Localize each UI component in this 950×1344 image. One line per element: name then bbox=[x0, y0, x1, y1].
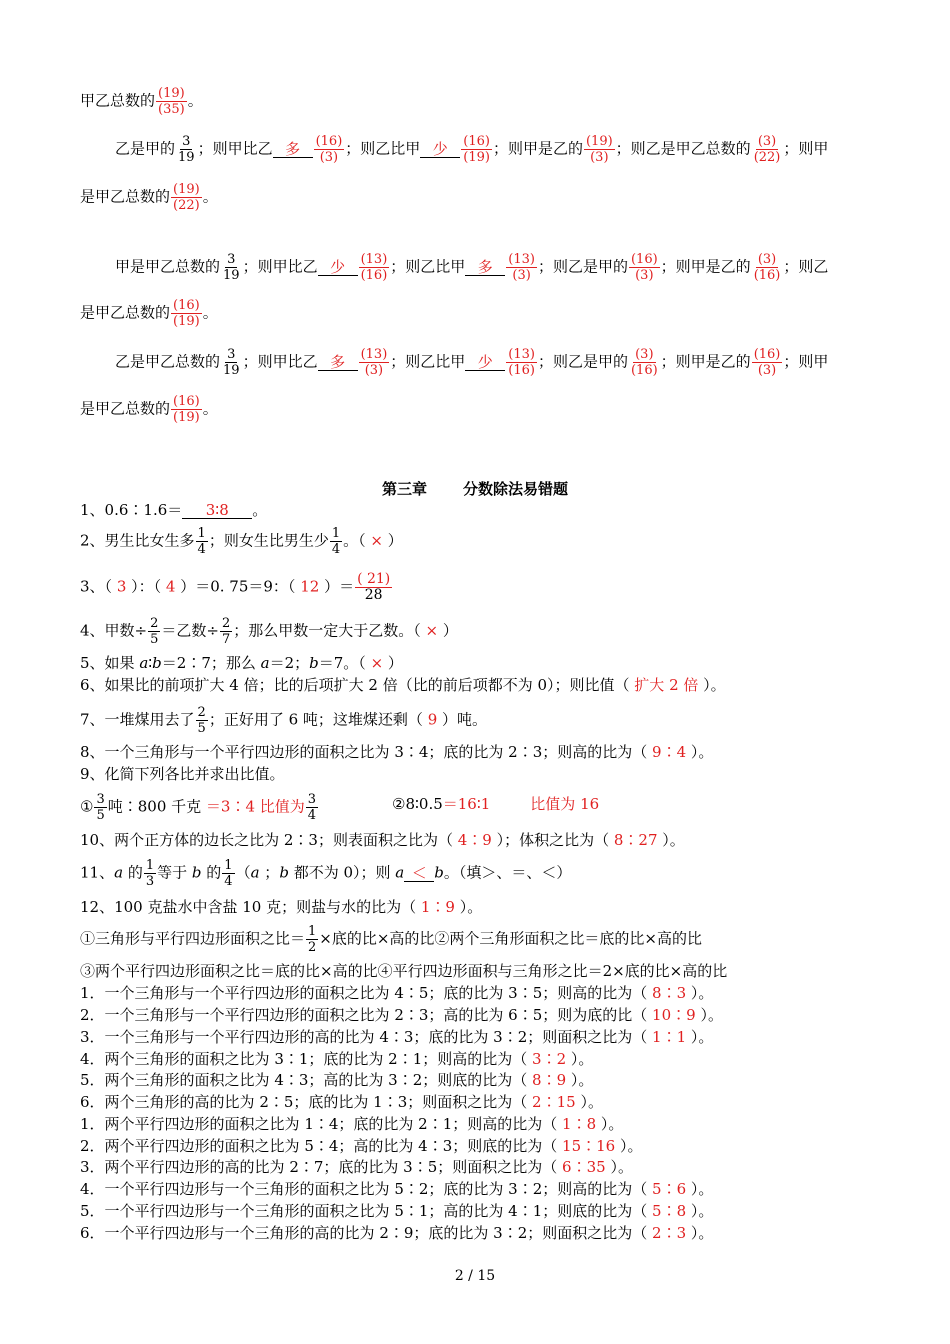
text: ）。 bbox=[596, 1115, 624, 1133]
question-3 bbox=[80, 572, 393, 603]
text: 2、男生比女生多 bbox=[80, 531, 195, 550]
fraction-denominator: 28 bbox=[364, 587, 383, 603]
fraction-denominator: 19 bbox=[223, 268, 240, 283]
text: ）。 bbox=[657, 831, 685, 849]
fraction bbox=[221, 347, 242, 378]
answer-text: 4∶9 bbox=[457, 831, 492, 849]
question-2 bbox=[80, 526, 403, 557]
line-5 bbox=[80, 298, 218, 329]
text: 8、一个三角形与一个平行四边形的面积之比为 3∶4；底的比为 2∶3；则高的比为（ bbox=[80, 743, 653, 761]
fraction-numerator: (13) bbox=[360, 252, 388, 267]
fraction-denominator: 5 bbox=[150, 632, 159, 647]
variable: b bbox=[279, 863, 289, 882]
text: 。 bbox=[187, 91, 203, 110]
text: ）：（ bbox=[126, 577, 166, 596]
rule-1 bbox=[80, 924, 702, 955]
fraction-numerator: (3) bbox=[635, 347, 654, 362]
fraction bbox=[355, 572, 392, 603]
fraction-denominator: (3) bbox=[512, 268, 531, 283]
variable: b bbox=[152, 654, 162, 672]
text: 乙是甲乙总数的 bbox=[115, 352, 221, 371]
text: ；则乙 bbox=[783, 257, 829, 276]
text: 甲乙总数的 bbox=[80, 91, 156, 110]
answer-text: 4 bbox=[165, 577, 176, 596]
text: ；则甲是乙的 bbox=[660, 352, 751, 371]
fraction-numerator: (19) bbox=[158, 86, 185, 101]
text: ＝2； bbox=[269, 654, 310, 672]
par-6 bbox=[80, 1223, 713, 1243]
fraction bbox=[156, 86, 187, 117]
fraction bbox=[506, 252, 537, 283]
text: ；则甲是乙的 bbox=[660, 257, 751, 276]
fraction bbox=[220, 616, 232, 647]
text: ；则乙是甲乙总数的 bbox=[615, 139, 751, 158]
tri-5 bbox=[80, 1070, 593, 1090]
text: 。 bbox=[252, 501, 268, 519]
variable: a bbox=[395, 863, 405, 882]
chapter-number: 第三章 bbox=[381, 480, 427, 498]
answer-text: 9∶4 bbox=[652, 743, 687, 761]
question-4 bbox=[80, 616, 458, 647]
fraction bbox=[330, 526, 342, 557]
text: 4．两个三角形的面积之比为 3∶1；底的比为 2∶1；则高的比为（ bbox=[80, 1050, 533, 1068]
answer-text: 10∶9 bbox=[652, 1006, 696, 1024]
fraction-denominator: 5 bbox=[96, 808, 105, 823]
fraction-numerator: (16) bbox=[173, 394, 200, 409]
fraction-denominator: (19) bbox=[173, 410, 200, 425]
answer-text: × bbox=[370, 531, 383, 550]
text: 3．一个三角形与一个平行四边形的高的比为 4∶3；底的比为 3∶2；则面积之比为（ bbox=[80, 1028, 653, 1046]
fraction-numerator: (3) bbox=[757, 252, 777, 267]
question-11 bbox=[80, 858, 571, 889]
fraction-numerator: 2 bbox=[150, 616, 159, 631]
answer-text: 15∶16 bbox=[562, 1137, 616, 1155]
text: 6．一个平行四边形与一个三角形的高的比为 2∶9；底的比为 3∶2；则面积之比为（ bbox=[80, 1224, 653, 1242]
question-10 bbox=[80, 830, 685, 850]
fraction-numerator: 1 bbox=[224, 858, 233, 873]
text: ＝2∶7；那么 bbox=[161, 654, 261, 672]
fraction-denominator: 3 bbox=[145, 874, 155, 889]
question-1 bbox=[80, 500, 267, 520]
answer-text: 12 bbox=[300, 577, 320, 596]
text: ；正好用了 6 吨；这堆煤还剩（ bbox=[208, 710, 428, 729]
text: ；则甲 bbox=[783, 139, 829, 158]
answer-text: 1∶9 bbox=[420, 898, 455, 916]
fraction-denominator: 7 bbox=[221, 632, 231, 647]
variable: a bbox=[114, 863, 124, 882]
answer-text: 5∶6 bbox=[652, 1180, 687, 1198]
tri-6 bbox=[80, 1092, 603, 1112]
page-number: 2 / 15 bbox=[454, 1268, 496, 1284]
fraction-denominator: (16) bbox=[508, 363, 535, 378]
par-2 bbox=[80, 1136, 643, 1156]
text: 7、一堆煤用去了 bbox=[80, 710, 195, 729]
fraction bbox=[314, 134, 345, 165]
text: 乙是甲的 bbox=[115, 139, 176, 158]
variable: b bbox=[434, 863, 444, 882]
fraction bbox=[629, 252, 660, 283]
answer-text: 8∶9 bbox=[532, 1071, 567, 1089]
fraction bbox=[94, 792, 106, 823]
fraction-numerator: (16) bbox=[463, 134, 490, 149]
variable: a bbox=[250, 863, 260, 882]
fraction-denominator: (16) bbox=[753, 268, 781, 283]
text: 的 bbox=[201, 863, 222, 882]
fraction-numerator: 3 bbox=[307, 792, 317, 807]
answer-text: 6∶35 bbox=[562, 1158, 606, 1176]
variable: b bbox=[309, 654, 319, 672]
answer-blank: 3∶8 bbox=[182, 502, 252, 519]
answer-text: 1∶8 bbox=[562, 1115, 597, 1133]
text: ②8∶0.5 bbox=[392, 795, 443, 813]
tri-2 bbox=[80, 1005, 723, 1025]
fraction-numerator: (16) bbox=[630, 252, 658, 267]
text: 吨∶800 千克 bbox=[107, 797, 206, 816]
text: 1．两个平行四边形的面积之比为 1∶4；底的比为 2∶1；则高的比为（ bbox=[80, 1115, 563, 1133]
text: ；则甲是乙的 bbox=[492, 139, 583, 158]
line-3 bbox=[80, 182, 218, 213]
fraction-numerator: 2 bbox=[221, 616, 231, 631]
text: ）。 bbox=[686, 1202, 714, 1220]
fraction-numerator: 3 bbox=[182, 134, 191, 149]
answer-text: 2∶3 bbox=[652, 1224, 687, 1242]
line-7 bbox=[80, 394, 218, 425]
text: 2．一个三角形与一个平行四边形的面积之比为 2∶3；高的比为 6∶5；则为底的比（ bbox=[80, 1006, 653, 1024]
text: ）。 bbox=[454, 898, 483, 916]
text: 3、（ bbox=[80, 577, 117, 596]
text: 。（ bbox=[343, 531, 371, 550]
fraction bbox=[148, 616, 160, 647]
fraction-denominator: (3) bbox=[635, 268, 654, 283]
variable: a bbox=[139, 654, 149, 672]
text: ）；体积之比为（ bbox=[491, 831, 614, 849]
fraction bbox=[171, 298, 202, 329]
text: ；则乙比甲 bbox=[390, 352, 466, 371]
text: ）＝ bbox=[319, 577, 355, 596]
fraction-numerator: (13) bbox=[360, 347, 388, 362]
answer-blank: 多 bbox=[465, 259, 505, 276]
text: 5．两个三角形的面积之比为 4∶3；高的比为 3∶2；则底的比为（ bbox=[80, 1071, 533, 1089]
text: ； bbox=[259, 863, 280, 882]
text: ）。 bbox=[686, 1028, 714, 1046]
text: ③两个平行四边形面积之比＝底的比×高的比④平行四边形面积与三角形之比＝2×底的比×高的比 bbox=[80, 962, 728, 980]
text: 11、 bbox=[80, 863, 115, 882]
text: （ bbox=[235, 863, 251, 882]
chapter-title bbox=[0, 478, 950, 499]
answer-text: ＝16∶1 bbox=[442, 795, 491, 813]
fraction bbox=[629, 347, 660, 378]
fraction-denominator: 4 bbox=[224, 874, 233, 889]
fraction bbox=[171, 394, 202, 425]
fraction-denominator: 19 bbox=[178, 150, 195, 165]
fraction bbox=[144, 858, 156, 889]
fraction-denominator: (3) bbox=[319, 150, 339, 165]
answer-text: × bbox=[370, 654, 384, 672]
par-5 bbox=[80, 1201, 713, 1221]
text: ）。 bbox=[605, 1158, 633, 1176]
line-2 bbox=[115, 134, 828, 165]
answer-text: 9 bbox=[427, 710, 438, 729]
text: ）。 bbox=[566, 1050, 594, 1068]
fraction-numerator: 3 bbox=[227, 347, 236, 362]
fraction-numerator: 1 bbox=[145, 858, 155, 873]
text: 6．两个三角形的高的比为 2∶5；底的比为 1∶3；则面积之比为（ bbox=[80, 1093, 533, 1111]
text: ）。 bbox=[686, 1224, 714, 1242]
fraction-denominator: (22) bbox=[753, 150, 781, 165]
text: 。 bbox=[202, 187, 218, 206]
text: 12、100 克盐水中含盐 10 克；则盐与水的比为（ bbox=[80, 898, 421, 916]
fraction-denominator: 2 bbox=[308, 940, 317, 955]
rule-2 bbox=[80, 961, 727, 981]
fraction-numerator: (16) bbox=[315, 134, 343, 149]
fraction-denominator: 4 bbox=[307, 808, 317, 823]
text: 是甲乙总数的 bbox=[80, 303, 171, 322]
answer-blank: 少 bbox=[318, 259, 358, 276]
text: ＝7。（ bbox=[318, 654, 371, 672]
fraction-numerator: 1 bbox=[331, 526, 341, 541]
text: 4、甲数÷ bbox=[80, 621, 148, 640]
fraction-denominator: (3) bbox=[590, 150, 609, 165]
fraction-numerator: (16) bbox=[173, 298, 200, 313]
fraction-numerator: 1 bbox=[308, 924, 317, 939]
par-1 bbox=[80, 1114, 623, 1134]
fraction bbox=[584, 134, 615, 165]
fraction-numerator: (19) bbox=[173, 182, 200, 197]
answer-text: 2∶15 bbox=[532, 1093, 576, 1111]
fraction-denominator: (3) bbox=[364, 363, 384, 378]
fraction-denominator: 4 bbox=[197, 542, 206, 557]
fraction-denominator: (16) bbox=[630, 363, 658, 378]
text: ×底的比×高的比②两个三角形面积之比＝底的比×高的比 bbox=[319, 929, 703, 948]
question-8 bbox=[80, 742, 713, 762]
text: 等于 bbox=[157, 863, 192, 882]
answer-text: 比值为 16 bbox=[530, 795, 600, 813]
par-4 bbox=[80, 1179, 713, 1199]
variable: b bbox=[191, 863, 202, 882]
text: 9、化简下列各比并求出比值。 bbox=[80, 765, 285, 783]
text: 3．两个平行四边形的高的比为 2∶7；底的比为 3∶5；则面积之比为（ bbox=[80, 1158, 563, 1176]
text: 。 bbox=[202, 303, 218, 322]
text: ）。 bbox=[686, 1180, 714, 1198]
question-9 bbox=[80, 764, 285, 784]
text: ）。 bbox=[566, 1071, 594, 1089]
text: 5．一个平行四边形与一个三角形的面积之比为 5∶1；高的比为 4∶1；则底的比为（ bbox=[80, 1202, 653, 1220]
text: ；则甲比乙 bbox=[242, 257, 318, 276]
text: ）。 bbox=[615, 1137, 643, 1155]
fraction-numerator: (16) bbox=[753, 347, 781, 362]
question-9b bbox=[392, 794, 599, 814]
text: 10、两个正方体的边长之比为 2∶3；则表面积之比为（ bbox=[80, 831, 458, 849]
question-7 bbox=[80, 705, 487, 736]
fraction bbox=[461, 134, 492, 165]
text: ；则女生比男生少 bbox=[208, 531, 329, 550]
variable: a bbox=[260, 654, 270, 672]
question-6 bbox=[80, 675, 726, 695]
text: 6、如果比的前项扩大 4 倍；比的后项扩大 2 倍（比的前后项都不为 0）；则比值（ bbox=[80, 676, 635, 694]
fraction bbox=[196, 705, 208, 736]
text: ；则乙是甲的 bbox=[537, 257, 628, 276]
answer-blank: 少 bbox=[420, 141, 460, 158]
text: ） bbox=[382, 531, 403, 550]
text: 都不为 0）；则 bbox=[288, 863, 396, 882]
text: ）。 bbox=[575, 1093, 603, 1111]
text: 。（填＞、＝、＜） bbox=[443, 863, 572, 882]
text: ；则乙比甲 bbox=[390, 257, 466, 276]
text: 4．一个平行四边形与一个三角形的面积之比为 5∶2；底的比为 3∶2；则高的比为（ bbox=[80, 1180, 653, 1198]
fraction bbox=[176, 134, 197, 165]
answer-blank: 少 bbox=[465, 354, 505, 371]
text: ）吨。 bbox=[437, 710, 488, 729]
text: ）。 bbox=[695, 1006, 723, 1024]
fraction-numerator: 1 bbox=[197, 526, 206, 541]
fraction-denominator: (16) bbox=[360, 268, 388, 283]
tri-3 bbox=[80, 1027, 713, 1047]
text: 1、0.6∶1.6＝ bbox=[80, 501, 183, 519]
fraction-numerator: 3 bbox=[227, 252, 236, 267]
par-3 bbox=[80, 1157, 633, 1177]
chapter-name: 分数除法易错题 bbox=[463, 480, 569, 498]
tri-4 bbox=[80, 1049, 593, 1069]
answer-text: 3∶2 bbox=[532, 1050, 567, 1068]
line-4 bbox=[115, 252, 828, 283]
question-5 bbox=[80, 653, 403, 673]
fraction-numerator: (13) bbox=[508, 252, 535, 267]
fraction bbox=[306, 792, 318, 823]
line-6 bbox=[115, 347, 828, 378]
text: ；那么甲数一定大于乙数。（ bbox=[233, 621, 426, 640]
text: ）。 bbox=[686, 743, 714, 761]
tri-1 bbox=[80, 983, 713, 1003]
fraction-denominator: (19) bbox=[463, 150, 490, 165]
fraction-denominator: 5 bbox=[197, 721, 206, 736]
fraction bbox=[306, 924, 318, 955]
text: ；则乙是甲的 bbox=[537, 352, 628, 371]
fraction-denominator: (35) bbox=[158, 102, 185, 117]
fraction-numerator: (13) bbox=[508, 347, 535, 362]
text: ；则甲比乙 bbox=[242, 352, 318, 371]
answer-blank: 多 bbox=[318, 354, 358, 371]
text: ） bbox=[383, 654, 403, 672]
text: ；则乙比甲 bbox=[345, 139, 421, 158]
fraction-denominator: 19 bbox=[223, 363, 240, 378]
answer-blank: ＜ bbox=[404, 865, 434, 882]
answer-text: 8∶27 bbox=[613, 831, 658, 849]
text: 的 bbox=[123, 863, 143, 882]
text: 甲是甲乙总数的 bbox=[115, 257, 221, 276]
text: ＝乙数÷ bbox=[161, 621, 219, 640]
text: 是甲乙总数的 bbox=[80, 187, 171, 206]
fraction-denominator: 4 bbox=[331, 542, 341, 557]
question-12 bbox=[80, 897, 482, 917]
fraction bbox=[506, 347, 537, 378]
answer-blank: 多 bbox=[273, 141, 313, 158]
fraction-numerator: 2 bbox=[197, 705, 206, 720]
answer-text: × bbox=[425, 621, 439, 640]
text: 是甲乙总数的 bbox=[80, 399, 171, 418]
text: ①三角形与平行四边形面积之比＝ bbox=[80, 929, 306, 948]
fraction-denominator: (22) bbox=[173, 198, 200, 213]
fraction-numerator: ( 21) bbox=[357, 571, 391, 587]
fraction bbox=[752, 347, 783, 378]
fraction bbox=[752, 252, 783, 283]
answer-text: 8∶3 bbox=[652, 984, 687, 1002]
answer-text: 扩大 2 倍 bbox=[634, 676, 699, 694]
fraction-numerator: (3) bbox=[757, 134, 777, 149]
text: 2．两个平行四边形的面积之比为 5∶4；高的比为 4∶3；则底的比为（ bbox=[80, 1137, 563, 1155]
question-9a bbox=[80, 792, 319, 823]
fraction-numerator: (19) bbox=[585, 134, 613, 149]
fraction bbox=[359, 252, 390, 283]
fraction bbox=[196, 526, 208, 557]
fraction bbox=[752, 134, 783, 165]
fraction bbox=[221, 252, 242, 283]
fraction-denominator: (3) bbox=[757, 363, 777, 378]
answer-text: 3 bbox=[116, 577, 127, 596]
text: ；则甲比乙 bbox=[197, 139, 273, 158]
fraction bbox=[171, 182, 202, 213]
text: ） bbox=[438, 621, 458, 640]
answer-text: ＝3∶4 比值为 bbox=[205, 797, 305, 816]
answer-text: 1∶1 bbox=[652, 1028, 687, 1046]
fraction bbox=[359, 347, 390, 378]
text: ；则甲 bbox=[783, 352, 829, 371]
fraction bbox=[222, 858, 234, 889]
text: ）。 bbox=[698, 676, 726, 694]
text: ① bbox=[80, 797, 94, 816]
text: ）＝0. 75＝9：（ bbox=[175, 577, 301, 596]
answer-text: 5∶8 bbox=[652, 1202, 687, 1220]
text: 。 bbox=[202, 399, 218, 418]
fraction-denominator: (19) bbox=[173, 314, 200, 329]
text: 5、如果 bbox=[80, 654, 140, 672]
fraction-numerator: 3 bbox=[96, 792, 105, 807]
text: 1．一个三角形与一个平行四边形的面积之比为 4∶5；底的比为 3∶5；则高的比为（ bbox=[80, 984, 653, 1002]
line-1 bbox=[80, 86, 203, 117]
text: ）。 bbox=[686, 984, 714, 1002]
text: ∶ bbox=[148, 654, 153, 672]
